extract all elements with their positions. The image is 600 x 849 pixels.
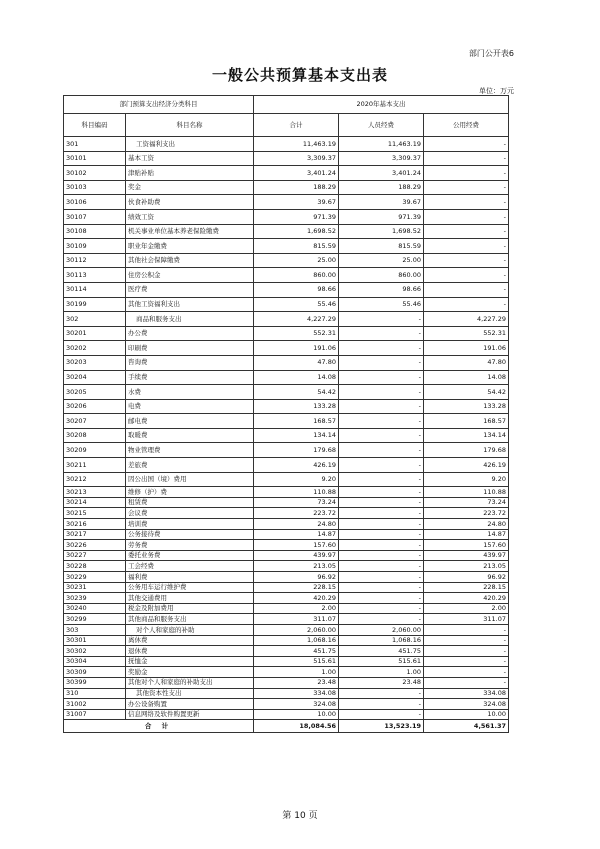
row-name: 税金及附加费用 bbox=[126, 603, 254, 614]
row-public: 168.57 bbox=[424, 414, 509, 429]
row-total: 1,698.52 bbox=[254, 224, 339, 239]
row-personnel: - bbox=[339, 519, 424, 530]
row-name: 绩效工资 bbox=[126, 209, 254, 224]
row-code: 30228 bbox=[64, 561, 126, 572]
row-personnel: 971.39 bbox=[339, 209, 424, 224]
row-name: 会议费 bbox=[126, 508, 254, 519]
table-row bbox=[64, 180, 509, 195]
row-code: 30214 bbox=[64, 497, 126, 508]
header-personnel: 人员经费 bbox=[339, 114, 424, 137]
row-personnel: - bbox=[339, 497, 424, 508]
row-name: 因公出国（境）费用 bbox=[126, 472, 254, 487]
row-name: 手续费 bbox=[126, 370, 254, 385]
row-personnel: - bbox=[339, 341, 424, 356]
row-code: 30202 bbox=[64, 341, 126, 356]
row-total: 23.48 bbox=[254, 677, 339, 688]
row-code: 30204 bbox=[64, 370, 126, 385]
table-row bbox=[64, 195, 509, 210]
row-name: 邮电费 bbox=[126, 414, 254, 429]
header-total: 合计 bbox=[254, 114, 339, 137]
page-number: 第 10 页 bbox=[282, 811, 318, 821]
row-total: 451.75 bbox=[254, 646, 339, 657]
row-personnel: - bbox=[339, 593, 424, 604]
row-personnel: - bbox=[339, 572, 424, 583]
row-personnel: 25.00 bbox=[339, 253, 424, 268]
table-row bbox=[64, 137, 509, 152]
budget-table bbox=[63, 95, 509, 733]
row-public: 179.68 bbox=[424, 443, 509, 458]
table-row bbox=[64, 458, 509, 473]
row-total: 133.28 bbox=[254, 399, 339, 414]
row-name: 差旅费 bbox=[126, 458, 254, 473]
row-total: 515.61 bbox=[254, 656, 339, 667]
row-code: 30101 bbox=[64, 151, 126, 166]
row-name: 医疗费 bbox=[126, 282, 254, 297]
table-row bbox=[64, 326, 509, 341]
row-total: 1.00 bbox=[254, 667, 339, 678]
row-personnel: - bbox=[339, 399, 424, 414]
row-name: 取暖费 bbox=[126, 428, 254, 443]
row-total: 191.06 bbox=[254, 341, 339, 356]
table-row bbox=[64, 709, 509, 720]
row-total: 157.60 bbox=[254, 540, 339, 551]
row-total: 426.19 bbox=[254, 458, 339, 473]
row-public: - bbox=[424, 137, 509, 152]
row-public: - bbox=[424, 180, 509, 195]
row-personnel: - bbox=[339, 458, 424, 473]
row-public: - bbox=[424, 151, 509, 166]
row-code: 30106 bbox=[64, 195, 126, 210]
row-total: 311.07 bbox=[254, 614, 339, 625]
corner-label: 部门公开表6 bbox=[468, 49, 514, 58]
row-personnel: - bbox=[339, 370, 424, 385]
row-total: 2.00 bbox=[254, 603, 339, 614]
row-public: 157.60 bbox=[424, 540, 509, 551]
row-public: 552.31 bbox=[424, 326, 509, 341]
row-total: 420.29 bbox=[254, 593, 339, 604]
table-row bbox=[64, 519, 509, 530]
row-name: 劳务费 bbox=[126, 540, 254, 551]
table-row bbox=[64, 603, 509, 614]
row-code: 30399 bbox=[64, 677, 126, 688]
row-personnel: 98.66 bbox=[339, 282, 424, 297]
row-total: 815.59 bbox=[254, 239, 339, 254]
row-public: 54.42 bbox=[424, 385, 509, 400]
row-name: 其他工资福利支出 bbox=[126, 297, 254, 312]
row-total: 14.08 bbox=[254, 370, 339, 385]
row-personnel: - bbox=[339, 540, 424, 551]
row-personnel: - bbox=[339, 414, 424, 429]
total-public: 4,561.37 bbox=[424, 720, 509, 733]
header-name: 科目名称 bbox=[126, 114, 254, 137]
row-name: 伙食补助费 bbox=[126, 195, 254, 210]
row-code: 31007 bbox=[64, 709, 126, 720]
table-row bbox=[64, 624, 509, 635]
table-row bbox=[64, 224, 509, 239]
row-personnel: - bbox=[339, 508, 424, 519]
row-total: 55.46 bbox=[254, 297, 339, 312]
row-public: 10.00 bbox=[424, 709, 509, 720]
row-public: 47.80 bbox=[424, 355, 509, 370]
row-total: 73.24 bbox=[254, 497, 339, 508]
total-amount: 18,084.56 bbox=[254, 720, 339, 733]
row-code: 30211 bbox=[64, 458, 126, 473]
row-personnel: - bbox=[339, 312, 424, 327]
row-personnel: - bbox=[339, 487, 424, 498]
row-total: 168.57 bbox=[254, 414, 339, 429]
table-row bbox=[64, 312, 509, 327]
row-public: 14.87 bbox=[424, 529, 509, 540]
table-row bbox=[64, 614, 509, 625]
row-total: 179.68 bbox=[254, 443, 339, 458]
row-personnel: 451.75 bbox=[339, 646, 424, 657]
header-year-group: 2020年基本支出 bbox=[254, 96, 509, 114]
table-row bbox=[64, 443, 509, 458]
row-public: - bbox=[424, 253, 509, 268]
row-personnel: 2,060.00 bbox=[339, 624, 424, 635]
row-name: 商品和服务支出 bbox=[126, 312, 254, 327]
row-name: 职业年金缴费 bbox=[126, 239, 254, 254]
row-name: 其他社会保障缴费 bbox=[126, 253, 254, 268]
row-code: 30114 bbox=[64, 282, 126, 297]
table-row bbox=[64, 370, 509, 385]
row-public: - bbox=[424, 282, 509, 297]
row-personnel: - bbox=[339, 355, 424, 370]
row-total: 10.00 bbox=[254, 709, 339, 720]
row-name: 工会经费 bbox=[126, 561, 254, 572]
row-code: 301 bbox=[64, 137, 126, 152]
table-row bbox=[64, 385, 509, 400]
row-public: 73.24 bbox=[424, 497, 509, 508]
row-public: 334.08 bbox=[424, 688, 509, 699]
table-row bbox=[64, 282, 509, 297]
row-total: 3,401.24 bbox=[254, 166, 339, 181]
row-public: 311.07 bbox=[424, 614, 509, 625]
row-code: 30203 bbox=[64, 355, 126, 370]
row-personnel: 860.00 bbox=[339, 268, 424, 283]
row-name: 其他资本性支出 bbox=[126, 688, 254, 699]
table-row bbox=[64, 151, 509, 166]
row-total: 14.87 bbox=[254, 529, 339, 540]
unit-label: 单位：万元 bbox=[479, 87, 514, 95]
row-code: 30240 bbox=[64, 603, 126, 614]
row-public: - bbox=[424, 224, 509, 239]
row-personnel: - bbox=[339, 688, 424, 699]
row-code: 30209 bbox=[64, 443, 126, 458]
row-total: 4,227.29 bbox=[254, 312, 339, 327]
row-code: 30113 bbox=[64, 268, 126, 283]
row-code: 30103 bbox=[64, 180, 126, 195]
row-code: 30227 bbox=[64, 550, 126, 561]
table-row bbox=[64, 341, 509, 356]
header-subject-group: 部门预算支出经济分类科目 bbox=[64, 96, 254, 114]
row-code: 303 bbox=[64, 624, 126, 635]
row-name: 住房公积金 bbox=[126, 268, 254, 283]
row-name: 其他对个人和家庭的补助支出 bbox=[126, 677, 254, 688]
row-personnel: 39.67 bbox=[339, 195, 424, 210]
row-name: 信息网络及软件购置更新 bbox=[126, 709, 254, 720]
row-name: 水费 bbox=[126, 385, 254, 400]
table-row bbox=[64, 561, 509, 572]
table-row bbox=[64, 497, 509, 508]
row-code: 30301 bbox=[64, 635, 126, 646]
row-name: 公务接待费 bbox=[126, 529, 254, 540]
table-row bbox=[64, 635, 509, 646]
row-name: 维修（护）费 bbox=[126, 487, 254, 498]
row-code: 30299 bbox=[64, 614, 126, 625]
row-total: 552.31 bbox=[254, 326, 339, 341]
row-public: 14.08 bbox=[424, 370, 509, 385]
row-name: 奖励金 bbox=[126, 667, 254, 678]
row-total: 3,309.37 bbox=[254, 151, 339, 166]
table-row bbox=[64, 667, 509, 678]
table-row bbox=[64, 572, 509, 583]
row-personnel: - bbox=[339, 529, 424, 540]
row-name: 办公设备购置 bbox=[126, 699, 254, 710]
row-personnel: - bbox=[339, 443, 424, 458]
row-name: 租赁费 bbox=[126, 497, 254, 508]
table-row bbox=[64, 593, 509, 604]
row-personnel: - bbox=[339, 614, 424, 625]
row-code: 30102 bbox=[64, 166, 126, 181]
row-total: 96.92 bbox=[254, 572, 339, 583]
row-total: 223.72 bbox=[254, 508, 339, 519]
table-row bbox=[64, 677, 509, 688]
row-total: 188.29 bbox=[254, 180, 339, 195]
row-code: 30206 bbox=[64, 399, 126, 414]
row-public: 133.28 bbox=[424, 399, 509, 414]
row-public: 324.08 bbox=[424, 699, 509, 710]
table-row bbox=[64, 428, 509, 443]
row-personnel: 1.00 bbox=[339, 667, 424, 678]
row-code: 30112 bbox=[64, 253, 126, 268]
row-personnel: 1,068.16 bbox=[339, 635, 424, 646]
table-row bbox=[64, 550, 509, 561]
row-personnel: 815.59 bbox=[339, 239, 424, 254]
row-public: 439.97 bbox=[424, 550, 509, 561]
row-name: 其他商品和服务支出 bbox=[126, 614, 254, 625]
row-code: 30107 bbox=[64, 209, 126, 224]
row-code: 30212 bbox=[64, 472, 126, 487]
row-total: 24.80 bbox=[254, 519, 339, 530]
table-row bbox=[64, 239, 509, 254]
row-personnel: 1,698.52 bbox=[339, 224, 424, 239]
row-total: 39.67 bbox=[254, 195, 339, 210]
row-name: 咨询费 bbox=[126, 355, 254, 370]
row-code: 30231 bbox=[64, 582, 126, 593]
row-public: - bbox=[424, 297, 509, 312]
row-public: - bbox=[424, 195, 509, 210]
row-code: 30309 bbox=[64, 667, 126, 678]
row-code: 30216 bbox=[64, 519, 126, 530]
row-total: 9.20 bbox=[254, 472, 339, 487]
row-code: 302 bbox=[64, 312, 126, 327]
table-row bbox=[64, 656, 509, 667]
row-code: 30304 bbox=[64, 656, 126, 667]
row-name: 物业管理费 bbox=[126, 443, 254, 458]
row-personnel: - bbox=[339, 582, 424, 593]
row-name: 电费 bbox=[126, 399, 254, 414]
row-code: 30208 bbox=[64, 428, 126, 443]
row-personnel: - bbox=[339, 699, 424, 710]
row-code: 30229 bbox=[64, 572, 126, 583]
row-personnel: 188.29 bbox=[339, 180, 424, 195]
row-personnel: 515.61 bbox=[339, 656, 424, 667]
row-name: 工资福利支出 bbox=[126, 137, 254, 152]
row-personnel: - bbox=[339, 550, 424, 561]
row-public: 134.14 bbox=[424, 428, 509, 443]
table-row bbox=[64, 166, 509, 181]
row-code: 30109 bbox=[64, 239, 126, 254]
row-public: 426.19 bbox=[424, 458, 509, 473]
row-total: 860.00 bbox=[254, 268, 339, 283]
table-row bbox=[64, 297, 509, 312]
table-row bbox=[64, 688, 509, 699]
row-personnel: - bbox=[339, 428, 424, 443]
table-row bbox=[64, 414, 509, 429]
row-public: 213.05 bbox=[424, 561, 509, 572]
row-code: 30205 bbox=[64, 385, 126, 400]
table-row bbox=[64, 253, 509, 268]
table-row bbox=[64, 472, 509, 487]
row-public: 4,227.29 bbox=[424, 312, 509, 327]
table-row bbox=[64, 582, 509, 593]
row-personnel: - bbox=[339, 561, 424, 572]
row-personnel: 11,463.19 bbox=[339, 137, 424, 152]
table-row bbox=[64, 487, 509, 498]
row-public: - bbox=[424, 677, 509, 688]
row-public: 2.00 bbox=[424, 603, 509, 614]
row-public: - bbox=[424, 656, 509, 667]
row-total: 971.39 bbox=[254, 209, 339, 224]
row-public: - bbox=[424, 268, 509, 283]
row-total: 324.08 bbox=[254, 699, 339, 710]
table-row bbox=[64, 508, 509, 519]
row-code: 31002 bbox=[64, 699, 126, 710]
table-row bbox=[64, 646, 509, 657]
row-total: 439.97 bbox=[254, 550, 339, 561]
row-public: 191.06 bbox=[424, 341, 509, 356]
row-code: 30199 bbox=[64, 297, 126, 312]
total-label: 合 计 bbox=[64, 720, 254, 733]
row-total: 213.05 bbox=[254, 561, 339, 572]
row-name: 印刷费 bbox=[126, 341, 254, 356]
row-code: 30201 bbox=[64, 326, 126, 341]
row-name: 奖金 bbox=[126, 180, 254, 195]
row-name: 机关事业单位基本养老保险缴费 bbox=[126, 224, 254, 239]
row-name: 福利费 bbox=[126, 572, 254, 583]
table-row bbox=[64, 529, 509, 540]
row-personnel: 23.48 bbox=[339, 677, 424, 688]
row-code: 30217 bbox=[64, 529, 126, 540]
row-personnel: - bbox=[339, 603, 424, 614]
row-personnel: - bbox=[339, 385, 424, 400]
row-code: 30108 bbox=[64, 224, 126, 239]
row-personnel: 3,309.37 bbox=[339, 151, 424, 166]
row-name: 办公费 bbox=[126, 326, 254, 341]
row-personnel: 3,401.24 bbox=[339, 166, 424, 181]
row-public: - bbox=[424, 646, 509, 657]
row-total: 334.08 bbox=[254, 688, 339, 699]
row-total: 98.66 bbox=[254, 282, 339, 297]
page-title: 一般公共预算基本支出表 bbox=[211, 66, 388, 84]
row-code: 30213 bbox=[64, 487, 126, 498]
row-name: 公务用车运行维护费 bbox=[126, 582, 254, 593]
row-name: 对个人和家庭的补助 bbox=[126, 624, 254, 635]
row-total: 228.15 bbox=[254, 582, 339, 593]
row-public: - bbox=[424, 209, 509, 224]
row-name: 基本工资 bbox=[126, 151, 254, 166]
header-public: 公用经费 bbox=[424, 114, 509, 137]
table-row bbox=[64, 209, 509, 224]
row-name: 抚恤金 bbox=[126, 656, 254, 667]
header-code: 科目编码 bbox=[64, 114, 126, 137]
row-name: 培训费 bbox=[126, 519, 254, 530]
table-row bbox=[64, 399, 509, 414]
row-code: 30239 bbox=[64, 593, 126, 604]
row-public: - bbox=[424, 667, 509, 678]
row-total: 1,068.16 bbox=[254, 635, 339, 646]
row-personnel: 55.46 bbox=[339, 297, 424, 312]
row-total: 25.00 bbox=[254, 253, 339, 268]
row-total: 47.80 bbox=[254, 355, 339, 370]
row-public: 228.15 bbox=[424, 582, 509, 593]
row-public: 24.80 bbox=[424, 519, 509, 530]
row-personnel: - bbox=[339, 709, 424, 720]
row-public: 223.72 bbox=[424, 508, 509, 519]
row-name: 退休费 bbox=[126, 646, 254, 657]
row-name: 其他交通费用 bbox=[126, 593, 254, 604]
table-row bbox=[64, 268, 509, 283]
row-code: 30226 bbox=[64, 540, 126, 551]
row-total: 134.14 bbox=[254, 428, 339, 443]
row-total: 2,060.00 bbox=[254, 624, 339, 635]
row-name: 离休费 bbox=[126, 635, 254, 646]
table-row bbox=[64, 540, 509, 551]
row-total: 54.42 bbox=[254, 385, 339, 400]
row-public: - bbox=[424, 624, 509, 635]
row-total: 11,463.19 bbox=[254, 137, 339, 152]
row-public: - bbox=[424, 635, 509, 646]
row-public: 96.92 bbox=[424, 572, 509, 583]
row-name: 津贴补贴 bbox=[126, 166, 254, 181]
row-public: - bbox=[424, 166, 509, 181]
row-code: 30302 bbox=[64, 646, 126, 657]
row-public: 9.20 bbox=[424, 472, 509, 487]
row-public: 420.29 bbox=[424, 593, 509, 604]
total-personnel: 13,523.19 bbox=[339, 720, 424, 733]
total-row bbox=[64, 720, 509, 733]
row-public: - bbox=[424, 239, 509, 254]
row-code: 30215 bbox=[64, 508, 126, 519]
row-code: 30207 bbox=[64, 414, 126, 429]
table-row bbox=[64, 355, 509, 370]
row-personnel: - bbox=[339, 472, 424, 487]
row-total: 110.88 bbox=[254, 487, 339, 498]
table-row bbox=[64, 699, 509, 710]
row-public: 110.88 bbox=[424, 487, 509, 498]
row-name: 委托业务费 bbox=[126, 550, 254, 561]
row-code: 310 bbox=[64, 688, 126, 699]
row-personnel: - bbox=[339, 326, 424, 341]
